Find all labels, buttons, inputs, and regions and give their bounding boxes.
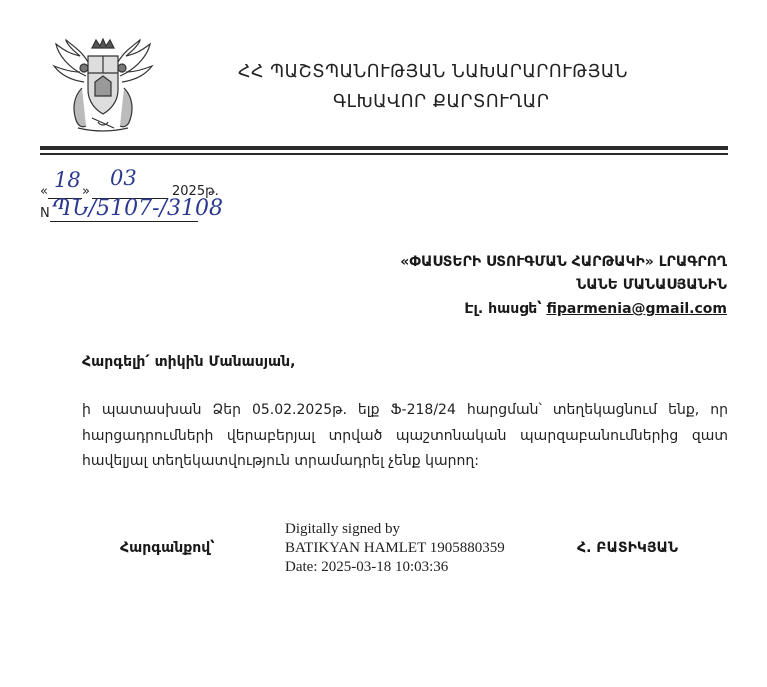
coat-of-arms-emblem [48,38,158,134]
header-divider-thick [40,146,728,150]
recipient-email-label: Էլ. հասցե՝ [464,301,542,317]
digital-signature-block [285,520,505,577]
date-year: 2025թ. [172,184,219,199]
ministry-name-line2: ԳԼԽԱՎՈՐ ՔԱՐՏՈՒՂԱՐ [333,92,550,112]
reference-number-handwritten: ՊՆ/5107-/3108 [52,196,223,221]
ministry-name-line1: ՀՀ ՊԱՇՏՊԱՆՈՒԹՅԱՆ ՆԱԽԱՐԱՐՈՒԹՅԱՆ [238,62,629,82]
date-day-handwritten: 18 [54,168,81,192]
digital-signature-line2: BATIKYAN HAMLET 1905880359 [285,540,505,556]
recipient-line2: ՆԱՆԵ ՄԱՆԱՍՅԱՆԻՆ [576,277,727,293]
recipient-email-link[interactable]: fiparmenia@gmail.com [546,301,727,317]
reference-number-prefix: N [40,206,50,221]
digital-signature-line1: Digitally signed by [285,521,400,537]
letter-body [82,398,728,475]
header-divider-thin [40,153,728,155]
recipient-email-row [464,301,727,317]
date-month-handwritten: 03 [110,166,137,190]
signatory-name: Հ. ԲԱՏԻԿՅԱՆ [577,540,678,556]
digital-signature-line3: Date: 2025-03-18 10:03:36 [285,559,449,575]
reference-number-underline [50,221,198,222]
date-close-quote: » [82,184,90,199]
closing: Հարգանքով՝ [120,540,215,556]
salutation: Հարգելի՛ տիկին Մանասյան, [82,354,296,370]
letter-body-text: ի պատասխան Ձեր 05.02.2025թ. ելք Ֆ-218/24 հարցման՝ տեղեկացնում ենք, որ հարցադրումների վերաբերյալ տրված պաշտոնական պարզաբանումներից զատ հավելյալ տեղեկատվություն տրամադրել չենք կարող: [82,402,728,469]
recipient-line1: «ՓԱՍՏԵՐԻ ՍՏՈՒԳՄԱՆ ՀԱՐԹԱԿԻ» ԼՐԱԳՐՈՂ [400,254,727,270]
date-open-quote: « [40,184,48,199]
